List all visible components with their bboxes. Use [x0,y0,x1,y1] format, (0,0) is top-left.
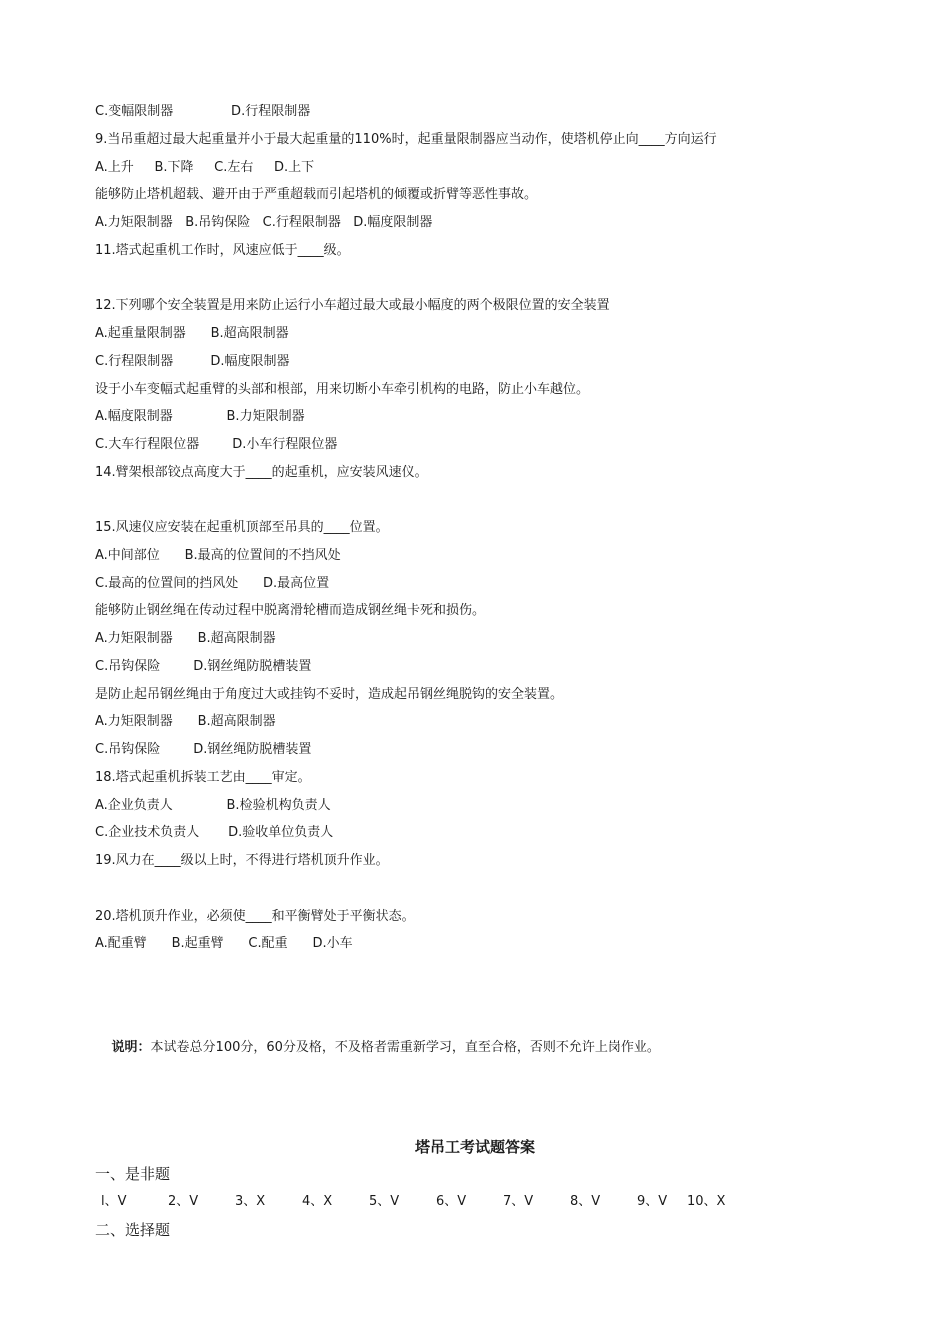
answer-item: 5、V [369,1194,400,1209]
question-14: 14.臂架根部铰点高度大于____的起重机，应安装风速仪。 [95,465,428,480]
answer-item: l、V [101,1194,127,1209]
option-line: A.力矩限制器 B.超高限制器 [95,714,276,729]
option-line: C.吊钩保险 D.钢丝绳防脱槽装置 [95,742,312,757]
answer-key-title: 塔吊工考试题答案 [414,1138,535,1156]
option-line: A.起重量限制器 B.超高限制器 [95,326,289,341]
note-text: 本试卷总分100分，60分及格，不及格者需重新学习，直至合格，否则不允许上岗作业。 [150,1040,660,1055]
question-10: 能够防止塔机超载、避开由于严重超载而引起塔机的倾覆或折臂等恶性事故。 [95,187,538,202]
answer-item: 10、X [687,1194,726,1209]
option-line: C.最高的位置间的挡风处 D.最高位置 [95,576,330,591]
option-line: A.配重臂 B.起重臂 C.配重 D.小车 [95,936,353,951]
question-17: 是防止起吊钢丝绳由于角度过大或挂钩不妥时，造成起吊钢丝绳脱钩的安全装置。 [95,687,564,702]
option-line: C.变幅限制器 D.行程限制器 [95,104,311,119]
option-line: C.行程限制器 D.幅度限制器 [95,354,290,369]
answer-item: 4、X [302,1194,333,1209]
exam-note [95,1021,660,1075]
answer-item: 9、V [637,1194,668,1209]
answer-item: 7、V [503,1194,534,1209]
option-line: C.吊钩保险 D.钢丝绳防脱槽装置 [95,659,312,674]
question-15: 15.风速仪应安装在起重机顶部至吊具的____位置。 [95,520,389,535]
option-line: A.力矩限制器 B.吊钩保险 C.行程限制器 D.幅度限制器 [95,215,433,230]
question-19: 19.风力在____级以上时，不得进行塔机顶升作业。 [95,853,389,868]
option-line: A.企业负责人 B.检验机构负责人 [95,798,331,813]
question-16: 能够防止钢丝绳在传动过程中脱离滑轮槽而造成钢丝绳卡死和损伤。 [95,603,486,618]
question-11: 11.塔式起重机工作时，风速应低于____级。 [95,243,350,258]
question-13: 设于小车变幅式起重臂的头部和根部，用来切断小车牵引机构的电路，防止小车越位。 [95,382,590,397]
option-line: C.大车行程限位器 D.小车行程限位器 [95,437,338,452]
question-18: 18.塔式起重机拆装工艺由____审定。 [95,770,311,785]
option-line: A.上升 B.下降 C.左右 D.上下 [95,160,315,175]
option-line: A.力矩限制器 B.超高限制器 [95,631,276,646]
option-line: C.企业技术负责人 D.验收单位负责人 [95,825,334,840]
question-9: 9.当吊重超过最大起重量并小于最大起重量的110%时，起重量限制器应当动作，使塔机停止向____方向运行 [95,132,717,147]
option-line: A.中间部位 B.最高的位置间的不挡风处 [95,548,341,563]
question-20: 20.塔机顶升作业，必须使____和平衡臂处于平衡状态。 [95,909,415,924]
option-line: A.幅度限制器 B.力矩限制器 [95,409,305,424]
section-multiple-choice-heading: 二、选择题 [95,1221,171,1239]
answer-item: 6、V [436,1194,467,1209]
question-12: 12.下列哪个安全装置是用来防止运行小车超过最大或最小幅度的两个极限位置的安全装置 [95,298,610,313]
section-true-false-heading: 一、是非题 [95,1165,171,1183]
note-label: 说明： [111,1040,151,1055]
answer-item: 2、V [168,1194,199,1209]
true-false-answers [101,1193,737,1211]
answer-item: 8、V [570,1194,601,1209]
answer-item: 3、X [235,1194,266,1209]
